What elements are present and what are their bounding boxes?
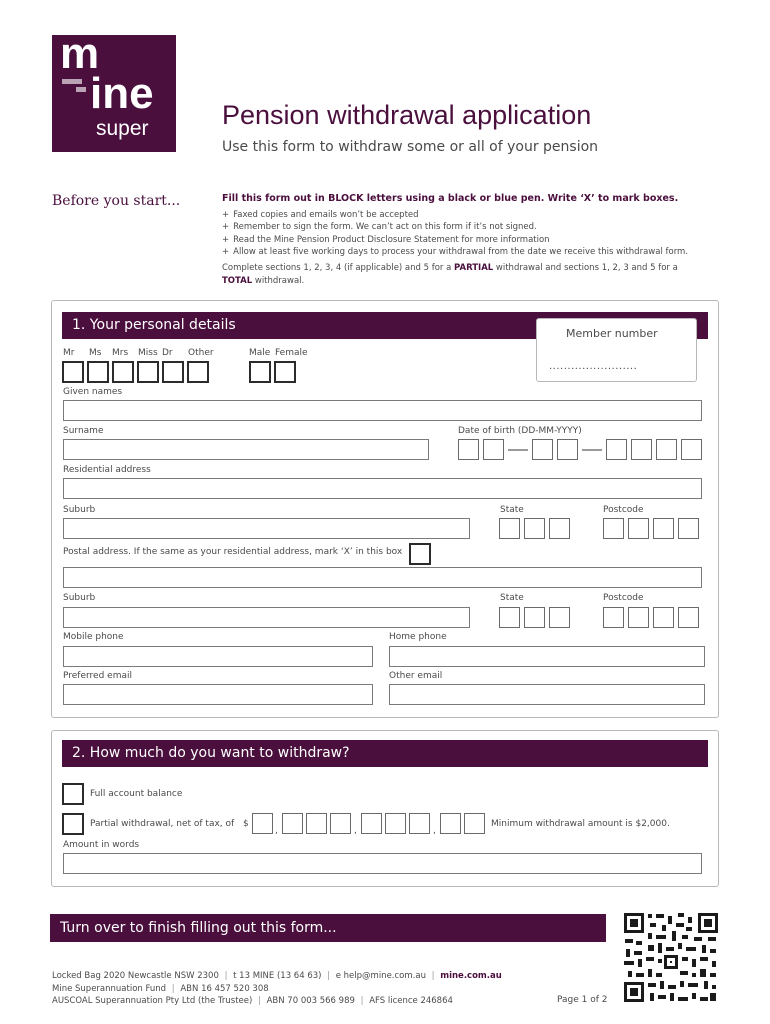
- member-number-label: Member number: [566, 327, 658, 340]
- partial-withdrawal-label: Partial withdrawal, net of tax, of: [90, 819, 235, 829]
- dob-digit-box[interactable]: [557, 439, 578, 460]
- dob-digit-box[interactable]: [458, 439, 479, 460]
- amount-comma: ,: [275, 826, 278, 836]
- amount-digit-box[interactable]: [306, 813, 327, 834]
- dob-digit-box[interactable]: [483, 439, 504, 460]
- amount-in-words-label: Amount in words: [63, 840, 140, 850]
- state-label: State: [500, 505, 524, 515]
- postal-postcode-box[interactable]: [653, 607, 674, 628]
- postcode-box[interactable]: [653, 518, 674, 539]
- postal-state-label: State: [500, 593, 524, 603]
- member-number-box: [536, 318, 697, 382]
- amount-comma: ,: [433, 826, 436, 836]
- before-you-start-heading: Before you start...: [52, 193, 181, 209]
- postal-postcode-label: Postcode: [603, 593, 644, 603]
- given-names-label: Given names: [63, 387, 123, 397]
- suburb-label: Suburb: [63, 505, 96, 515]
- title-mrs-label: Mrs: [112, 348, 129, 358]
- postal-postcode-box[interactable]: [678, 607, 699, 628]
- amount-digit-box[interactable]: [252, 813, 273, 834]
- postal-label: Postal address. If the same as your residential address, mark ‘X’ in this box: [63, 547, 403, 557]
- mobile-label: Mobile phone: [63, 632, 124, 642]
- footer-website-link[interactable]: mine.com.au: [440, 971, 502, 981]
- title-mr-checkbox[interactable]: [62, 361, 84, 383]
- residential-address-field[interactable]: [63, 478, 702, 499]
- member-number-dots[interactable]: ........................: [549, 361, 638, 372]
- postal-postcode-box[interactable]: [603, 607, 624, 628]
- amount-digit-box[interactable]: [282, 813, 303, 834]
- title-mr-label: Mr: [63, 348, 75, 358]
- residential-label: Residential address: [63, 465, 151, 475]
- dob-separator: [582, 449, 602, 451]
- mine-super-logo: [52, 29, 176, 152]
- dob-digit-box[interactable]: [656, 439, 677, 460]
- complete-sections-note: Complete sections 1, 2, 3, 4 (if applicable) and 5 for a PARTIAL withdrawal and sections 1, 2, 3 and 5 for a TOTAL withdrawal.: [222, 263, 678, 286]
- section2-heading: 2. How much do you want to withdraw?: [62, 740, 708, 767]
- postal-suburb-label: Suburb: [63, 593, 96, 603]
- minimum-withdrawal-note: Minimum withdrawal amount is $2,000.: [491, 819, 670, 829]
- logo-bar-icon: [62, 79, 82, 84]
- given-names-field[interactable]: [63, 400, 702, 421]
- postal-postcode-box[interactable]: [628, 607, 649, 628]
- state-box[interactable]: [499, 518, 520, 539]
- full-balance-label: Full account balance: [90, 789, 183, 799]
- bullet-item: + Faxed copies and emails won’t be accepted: [222, 210, 419, 220]
- bullet-item: + Read the Mine Pension Product Disclosure Statement for more information: [222, 234, 550, 245]
- postal-suburb-field[interactable]: [63, 607, 470, 628]
- amount-digit-box[interactable]: [330, 813, 351, 834]
- dollar-sign: $: [243, 819, 249, 829]
- amount-digit-box[interactable]: [440, 813, 461, 834]
- postal-address-field[interactable]: [63, 567, 702, 588]
- title-dr-checkbox[interactable]: [162, 361, 184, 383]
- page-subtitle: Use this form to withdraw some or all of your pension: [222, 139, 599, 155]
- logo-super: super: [96, 117, 149, 140]
- dob-digit-box[interactable]: [631, 439, 652, 460]
- title-mrs-checkbox[interactable]: [112, 361, 134, 383]
- bullet-item: + Remember to sign the form. We can’t act on this form if it’s not signed.: [222, 222, 537, 233]
- intro-bullets: [222, 209, 688, 258]
- logo-ine: ine: [90, 69, 154, 118]
- amount-digit-box[interactable]: [385, 813, 406, 834]
- gender-male-checkbox[interactable]: [249, 361, 271, 383]
- state-box[interactable]: [549, 518, 570, 539]
- title-dr-label: Dr: [162, 348, 173, 358]
- qr-code: [622, 911, 720, 1004]
- amount-in-words-field[interactable]: [63, 853, 702, 874]
- bullet-item: + Allow at least five working days to process your withdrawal from the date we receive this withdrawal form.: [222, 246, 689, 257]
- other-email-label: Other email: [389, 671, 443, 681]
- title-ms-label: Ms: [89, 348, 102, 358]
- footer-email-link[interactable]: e help@mine.com.au: [335, 971, 426, 981]
- postal-same-checkbox[interactable]: [409, 543, 431, 565]
- preferred-email-label: Preferred email: [63, 671, 132, 681]
- home-phone-field[interactable]: [389, 646, 705, 667]
- postal-state-box[interactable]: [549, 607, 570, 628]
- gender-female-checkbox[interactable]: [274, 361, 296, 383]
- gender-male-label: Male: [249, 348, 271, 358]
- title-miss-checkbox[interactable]: [137, 361, 159, 383]
- title-ms-checkbox[interactable]: [87, 361, 109, 383]
- intro-instruction: Fill this form out in BLOCK letters using a black or blue pen. Write ‘X’ to mark boxes.: [222, 193, 679, 204]
- title-miss-label: Miss: [138, 348, 158, 358]
- postcode-label: Postcode: [603, 505, 644, 515]
- surname-field[interactable]: [63, 439, 429, 460]
- title-other-checkbox[interactable]: [187, 361, 209, 383]
- logo-m: m: [60, 29, 100, 78]
- footer-contact: Locked Bag 2020 Newcastle NSW 2300 | t 13 MINE (13 64 63) | e help@mine.com.au | mine.com.au Mine Superannuation Fund | ABN 16 457 520 308 AUSCOAL Superannuation Pty Ltd (the Trustee) | ABN 70 003 566 989 | AFS licence 246864: [52, 971, 502, 1006]
- amount-digit-box[interactable]: [361, 813, 382, 834]
- gender-female-label: Female: [275, 348, 308, 358]
- full-balance-checkbox[interactable]: [62, 783, 84, 805]
- postal-state-box[interactable]: [524, 607, 545, 628]
- mobile-phone-field[interactable]: [63, 646, 373, 667]
- dob-label: Date of birth (DD-MM-YYYY): [458, 426, 582, 436]
- amount-digit-box[interactable]: [464, 813, 485, 834]
- postcode-box[interactable]: [628, 518, 649, 539]
- surname-label: Surname: [63, 426, 104, 436]
- page-title: Pension withdrawal application: [222, 100, 592, 130]
- other-email-field[interactable]: [389, 684, 705, 705]
- logo-bar-icon: [76, 87, 86, 92]
- amount-digit-box[interactable]: [409, 813, 430, 834]
- home-phone-label: Home phone: [389, 632, 447, 642]
- title-other-label: Other: [188, 348, 214, 358]
- partial-withdrawal-checkbox[interactable]: [62, 813, 84, 835]
- postcode-box[interactable]: [603, 518, 624, 539]
- dob-separator: [508, 449, 528, 451]
- dob-digit-box[interactable]: [606, 439, 627, 460]
- turn-over-banner: Turn over to finish filling out this form...: [50, 914, 606, 942]
- suburb-field[interactable]: [63, 518, 470, 539]
- postcode-box[interactable]: [678, 518, 699, 539]
- section1-heading: 1. Your personal details: [62, 312, 708, 339]
- page-number: Page 1 of 2: [557, 995, 608, 1005]
- dob-digit-box[interactable]: [681, 439, 702, 460]
- dob-digit-box[interactable]: [532, 439, 553, 460]
- postal-state-box[interactable]: [499, 607, 520, 628]
- amount-comma: ,: [354, 826, 357, 836]
- preferred-email-field[interactable]: [63, 684, 373, 705]
- state-box[interactable]: [524, 518, 545, 539]
